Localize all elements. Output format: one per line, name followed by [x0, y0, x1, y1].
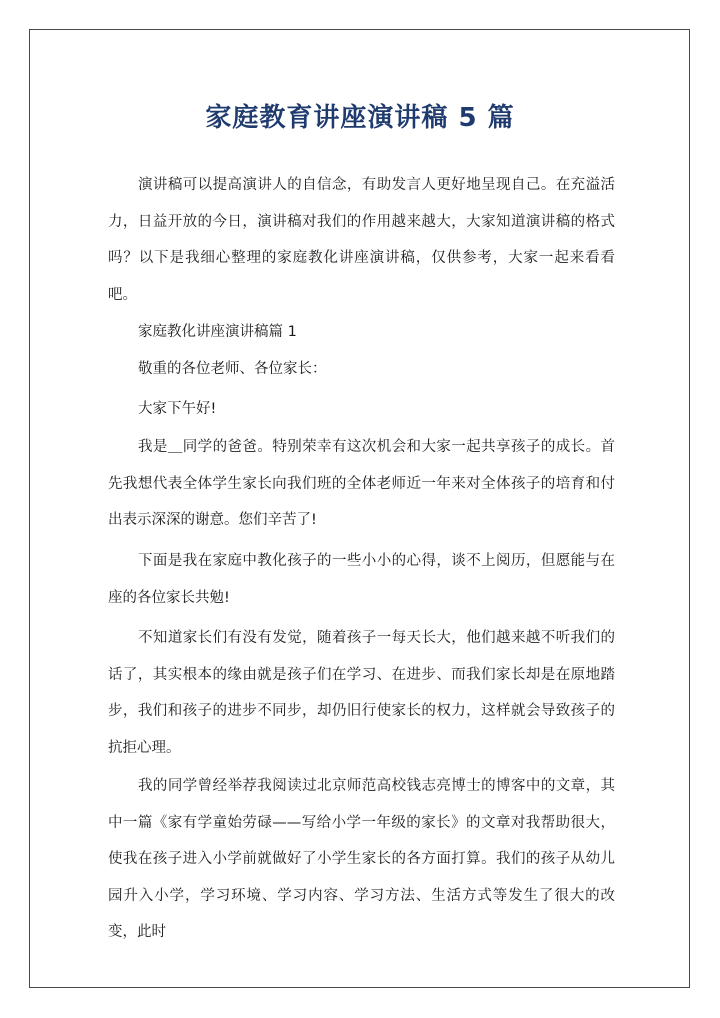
- greeting-line: 敬重的各位老师、各位家长：: [138, 361, 327, 377]
- body-paragraph: 我的同学曾经举荐我阅读过北京师范高校钱志亮博士的博客中的文章，其中一篇《家有学童始劳碌——写给小学一年级的家长》的文章对我帮助很大，使我在孩子进入小学前就做好了小学生家长的各方面打算。我们的孩子从幼儿园升入小学，学习环境、学习内容、学习方法、生活方式等发生了很大的改变，此时: [108, 778, 615, 940]
- body-paragraph: 不知道家长们有没有发觉，随着孩子一每天长大，他们越来越不听我们的话了，其实根本的缘由就是孩子们在学习、在进步、而我们家长却是在原地踏步，我们和孩子的进步不同步，却仍旧行使家长的权力，这样就会导致孩子的抗拒心理。: [108, 630, 615, 756]
- body-paragraph: 下面是我在家庭中教化孩子的一些小小的心得，谈不上阅历，但愿能与在座的各位家长共勉!: [108, 553, 615, 606]
- section-heading: 家庭教化讲座演讲稿篇 1: [138, 324, 297, 340]
- hello-line: 大家下午好!: [138, 401, 217, 417]
- intro-paragraph: 演讲稿可以提高演讲人的自信念，有助发言人更好地呈现自己。在充溢活力，日益开放的今日，演讲稿对我们的作用越来越大，大家知道演讲稿的格式吗？以下是我细心整理的家庭教化讲座演讲稿，仅供参考，大家一起来看看吧。: [108, 177, 615, 303]
- body-paragraph: 我是＿同学的爸爸。特别荣幸有这次机会和大家一起共享孩子的成长。首先我想代表全体学生家长向我们班的全体老师近一年来对全体孩子的培育和付出表示深深的谢意。您们辛苦了!: [108, 439, 615, 528]
- document-title: 家庭教育讲座演讲稿 5 篇: [205, 103, 515, 133]
